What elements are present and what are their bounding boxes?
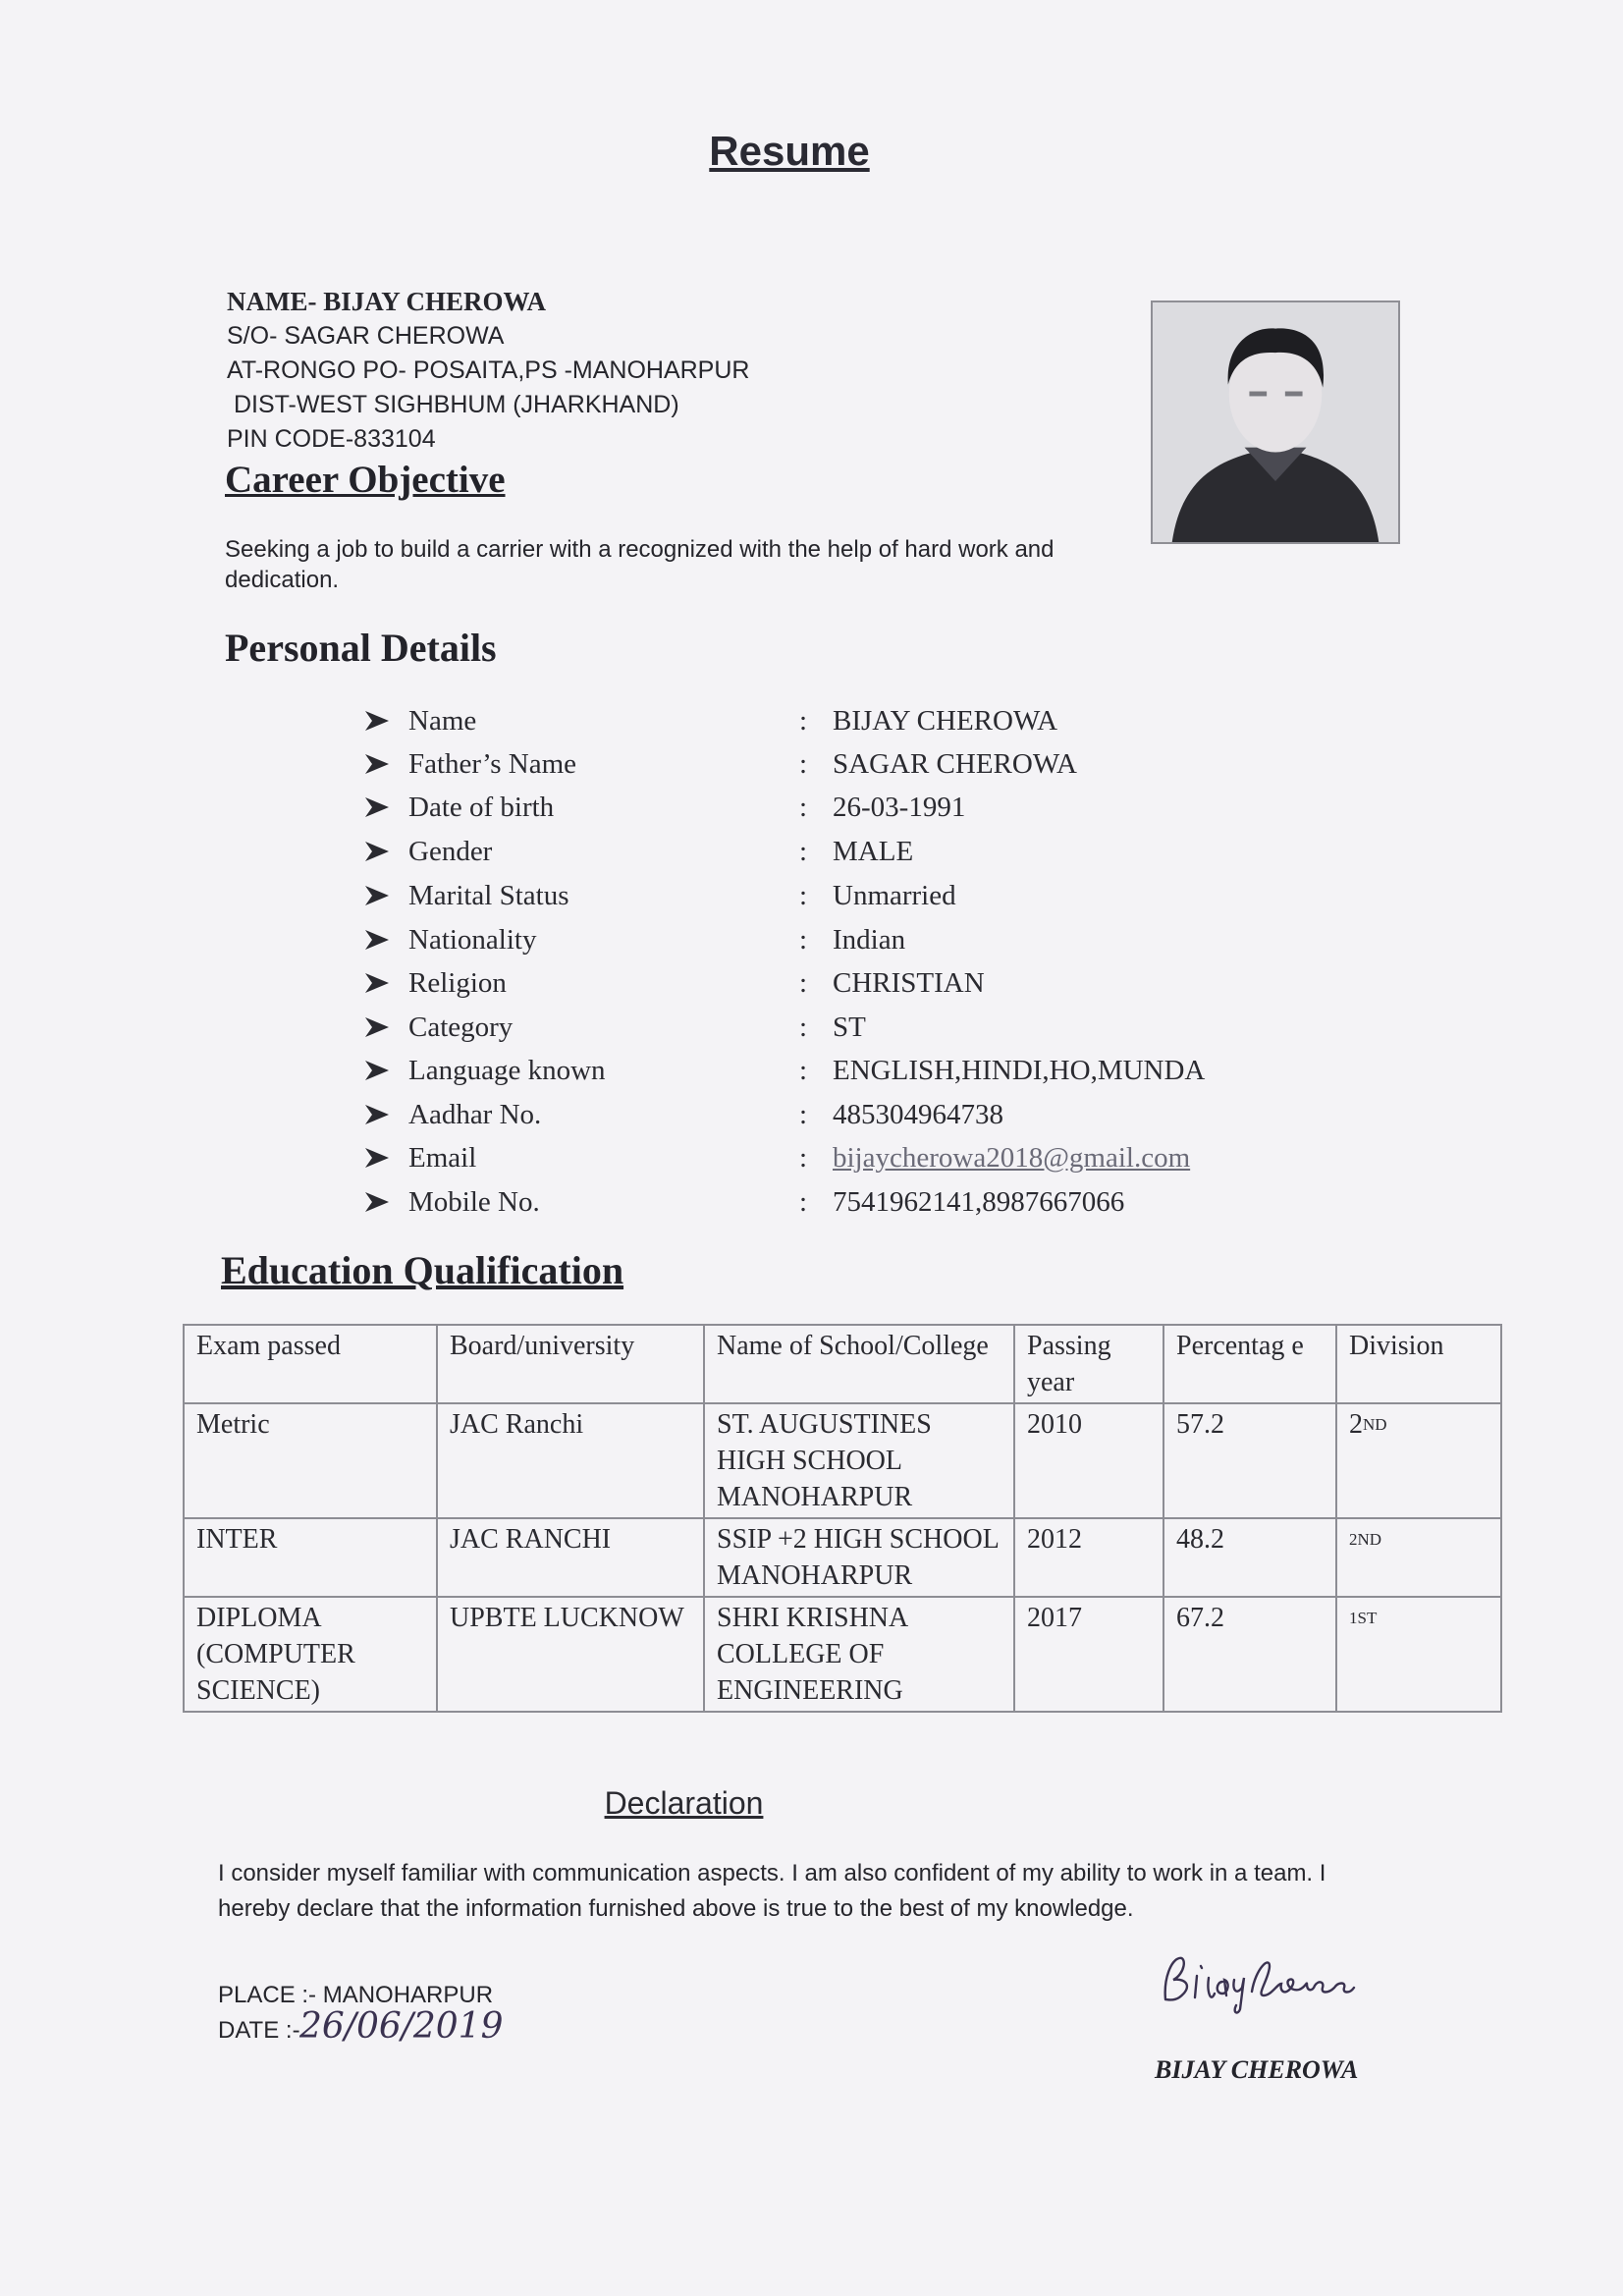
table-header-cell: Division [1336,1325,1501,1403]
personal-label: Religion [408,967,507,999]
table-cell-division [1336,1518,1501,1597]
arrow-bullet-icon [363,1188,391,1216]
personal-colon: : [799,1099,808,1130]
personal-row-gender [363,836,1296,879]
personal-label: Date of birth [408,792,555,823]
table-header-cell: Board/university [437,1325,704,1403]
personal-colon: : [799,792,808,823]
table-row [184,1518,1501,1597]
division-suffix: 2ND [1349,1530,1382,1549]
personal-colon: : [799,1055,808,1086]
address-line: DIST-WEST SIGHBHUM (JHARKHAND) [227,391,679,418]
signatory-name: BIJAY CHEROWA [1155,2055,1359,2084]
table-cell: 2010 [1014,1403,1163,1518]
personal-row-marital [363,880,1296,923]
table-cell: INTER [184,1518,437,1597]
personal-label: Marital Status [408,880,569,911]
table-cell: SHRI KRISHNA COLLEGE OF ENGINEERING [704,1597,1014,1712]
education-heading: Education Qualification [221,1248,624,1292]
address-line: PIN CODE-833104 [227,425,436,453]
personal-colon: : [799,705,808,737]
personal-label: Father’s Name [408,748,576,780]
page-title: Resume [709,128,870,174]
table-row [184,1597,1501,1712]
personal-colon: : [799,880,808,911]
career-objective-heading: Career Objective [225,459,506,501]
table-header-cell: Percentag e [1163,1325,1336,1403]
personal-label: Category [408,1011,514,1043]
personal-colon: : [799,1142,808,1174]
person-photo-image [1153,302,1398,542]
arrow-bullet-icon [363,793,391,821]
arrow-bullet-icon [363,750,391,778]
table-header-cell: Name of School/College [704,1325,1014,1403]
personal-value: BIJAY CHEROWA [833,705,1058,737]
personal-label: Nationality [408,924,537,956]
personal-row-language [363,1055,1296,1098]
arrow-bullet-icon [363,1101,391,1128]
personal-label: Gender [408,836,493,867]
declaration-heading: Declaration [604,1785,764,1821]
personal-value: Indian [833,924,906,956]
arrow-bullet-icon [363,926,391,954]
table-cell: 2017 [1014,1597,1163,1712]
arrow-bullet-icon [363,969,391,997]
division-suffix: 1ST [1349,1609,1378,1627]
personal-row-name [363,705,1296,748]
personal-row-category [363,1011,1296,1055]
personal-row-nationality [363,924,1296,967]
division-value: 2 [1349,1409,1363,1440]
personal-value: Unmarried [833,880,956,911]
personal-value: 7541962141,8987667066 [833,1186,1125,1218]
personal-row-religion [363,967,1296,1011]
arrow-bullet-icon [363,1144,391,1172]
personal-colon: : [799,1186,808,1218]
personal-colon: : [799,748,808,780]
personal-row-dob [363,792,1296,835]
table-row [184,1403,1501,1518]
personal-row-aadhar [363,1099,1296,1142]
arrow-bullet-icon [363,707,391,735]
handwritten-date: 26/06/2019 [299,2006,504,2047]
personal-label: Name [408,705,477,737]
personal-colon: : [799,836,808,867]
personal-value: MALE [833,836,914,867]
table-cell: 57.2 [1163,1403,1336,1518]
table-cell: DIPLOMA (COMPUTER SCIENCE) [184,1597,437,1712]
personal-value: 485304964738 [833,1099,1003,1130]
personal-label: Aadhar No. [408,1099,542,1130]
career-objective-text: Seeking a job to build a carrier with a recognized with the help of hard work and dedication. [225,536,1055,593]
table-cell: JAC RANCHI [437,1518,704,1597]
applicant-name: NAME- BIJAY CHEROWA [227,287,547,316]
personal-details-heading: Personal Details [225,626,497,670]
table-cell: SSIP +2 HIGH SCHOOL MANOHARPUR [704,1518,1014,1597]
arrow-bullet-icon [363,838,391,865]
signature-image [1154,1948,1409,2017]
personal-row-father [363,748,1296,792]
table-header-cell: Exam passed [184,1325,437,1403]
table-cell: Metric [184,1403,437,1518]
personal-value: 26-03-1991 [833,792,966,823]
table-cell: 48.2 [1163,1518,1336,1597]
place-line: PLACE :- MANOHARPUR [218,1982,494,2008]
table-cell: ST. AUGUSTINES HIGH SCHOOL MANOHARPUR [704,1403,1014,1518]
personal-colon: : [799,924,808,956]
table-cell: 67.2 [1163,1597,1336,1712]
table-cell-division [1336,1597,1501,1712]
personal-colon: : [799,967,808,999]
personal-row-email [363,1142,1296,1185]
declaration-text: I consider myself familiar with communication aspects. I am also confident of my ability to work in a team. I hereby declare that the information furnished above is true to the best of my knowledge. [218,1860,1326,1922]
personal-colon: : [799,1011,808,1043]
personal-label: Language known [408,1055,606,1086]
personal-label: Email [408,1142,477,1174]
personal-row-mobile [363,1186,1296,1230]
address-block [227,285,749,457]
education-table [183,1324,1502,1713]
personal-value: ENGLISH,HINDI,HO,MUNDA [833,1055,1206,1086]
personal-label: Mobile No. [408,1186,540,1218]
address-line: S/O- SAGAR CHEROWA [227,322,505,350]
person-photo [1151,301,1400,544]
table-cell: 2012 [1014,1518,1163,1597]
date-label: DATE :- [218,2017,300,2044]
table-header-cell: Passing year [1014,1325,1163,1403]
address-line: AT-RONGO PO- POSAITA,PS -MANOHARPUR [227,356,750,384]
division-suffix: ND [1363,1415,1387,1434]
table-header-row [184,1325,1501,1403]
table-cell-division [1336,1403,1501,1518]
arrow-bullet-icon [363,882,391,909]
arrow-bullet-icon [363,1013,391,1041]
personal-value: ST [833,1011,866,1043]
personal-value: SAGAR CHEROWA [833,748,1077,780]
table-cell: UPBTE LUCKNOW [437,1597,704,1712]
email-link[interactable]: bijaycherowa2018@gmail.com [833,1142,1191,1174]
table-cell: JAC Ranchi [437,1403,704,1518]
personal-value: CHRISTIAN [833,967,985,999]
arrow-bullet-icon [363,1057,391,1084]
